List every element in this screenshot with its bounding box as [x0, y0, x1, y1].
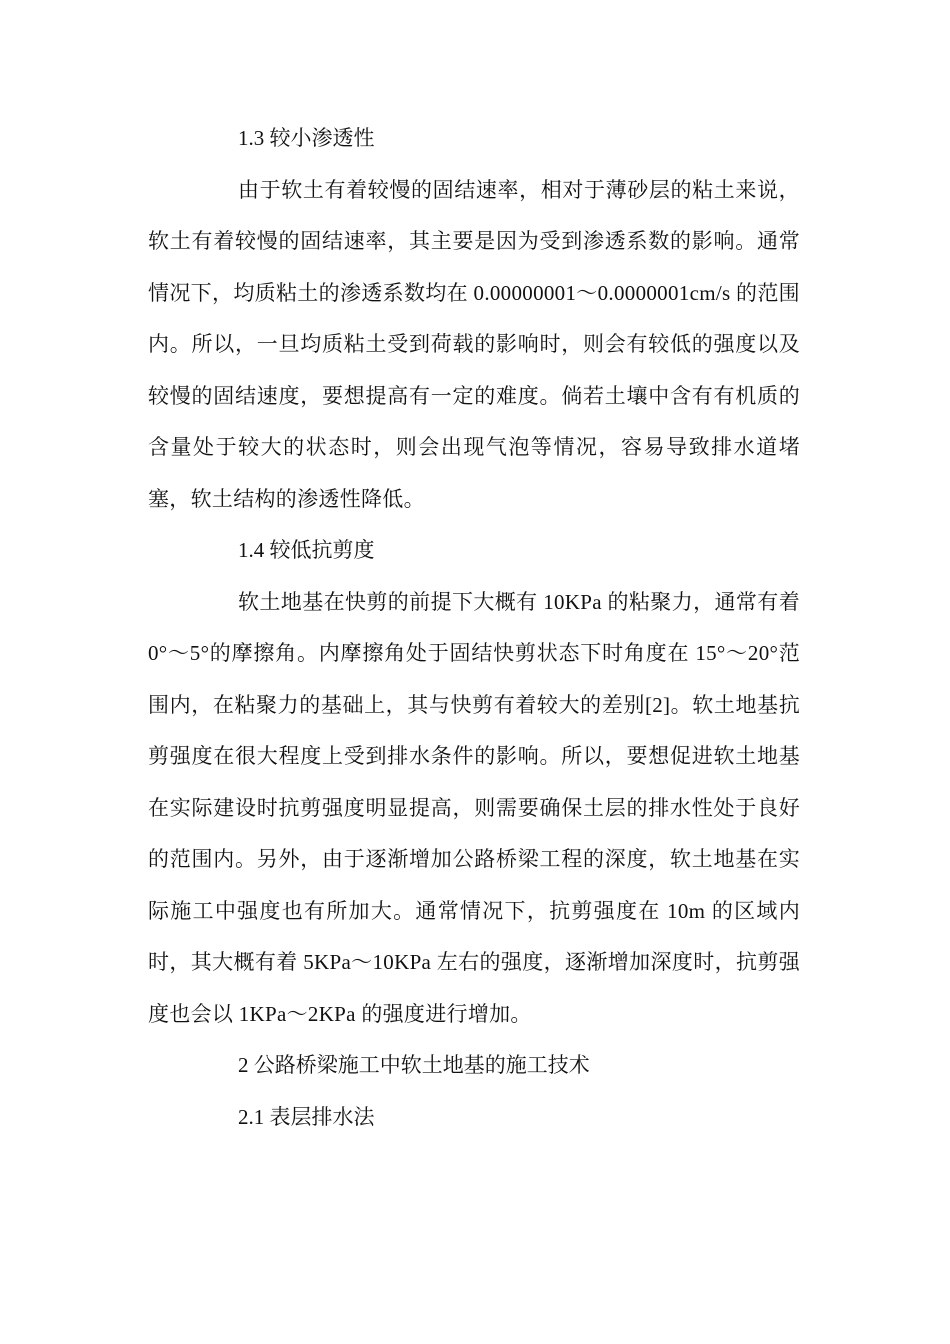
section-heading-1-3: 1.3 较小渗透性 — [238, 126, 375, 150]
section-heading-2-1: 2.1 表层排水法 — [238, 1104, 375, 1129]
paragraph-permeability: 由于软土有着较慢的固结速率，相对于薄砂层的粘土来说，软土有着较慢的固结速率，其主要是因为受到渗透系数的影响。通常情况下，均质粘土的渗透系数均在 0.00000001～0.0000001cm/s 的范围内。所以，一旦均质粘土受到荷载的影响时，则会有较低的强度以及较慢的固结速度，要想提高有一定的难度。倘若土壤中含有有机质的含量处于较大的状态时，则会出现气泡等情况，容易导致排水道堵塞，软土结构的渗透性降低。 — [148, 177, 800, 511]
section-heading-1-4: 1.4 较低抗剪度 — [238, 538, 375, 562]
document-body — [148, 113, 800, 1143]
chapter-heading-2: 2 公路桥梁施工中软土地基的施工技术 — [238, 1053, 590, 1077]
paragraph-shear-strength: 软土地基在快剪的前提下大概有 10KPa 的粘聚力，通常有着 0°～5°的摩擦角。内摩擦角处于固结快剪状态下时角度在 15°～20°范围内，在粘聚力的基础上，其与快剪有着较大的差别[2]。软土地基抗剪强度在很大程度上受到排水条件的影响。所以，要想促进软土地基在实际建设时抗剪强度明显提高，则需要确保土层的排水性处于良好的范围内。另外，由于逐渐增加公路桥梁工程的深度，软土地基在实际施工中强度也有所加大。通常情况下，抗剪强度在 10m 的区域内时，其大概有着 5KPa～10KPa 左右的强度，逐渐增加深度时，抗剪强度也会以 1KPa～2KPa 的强度进行增加。 — [148, 589, 800, 1026]
